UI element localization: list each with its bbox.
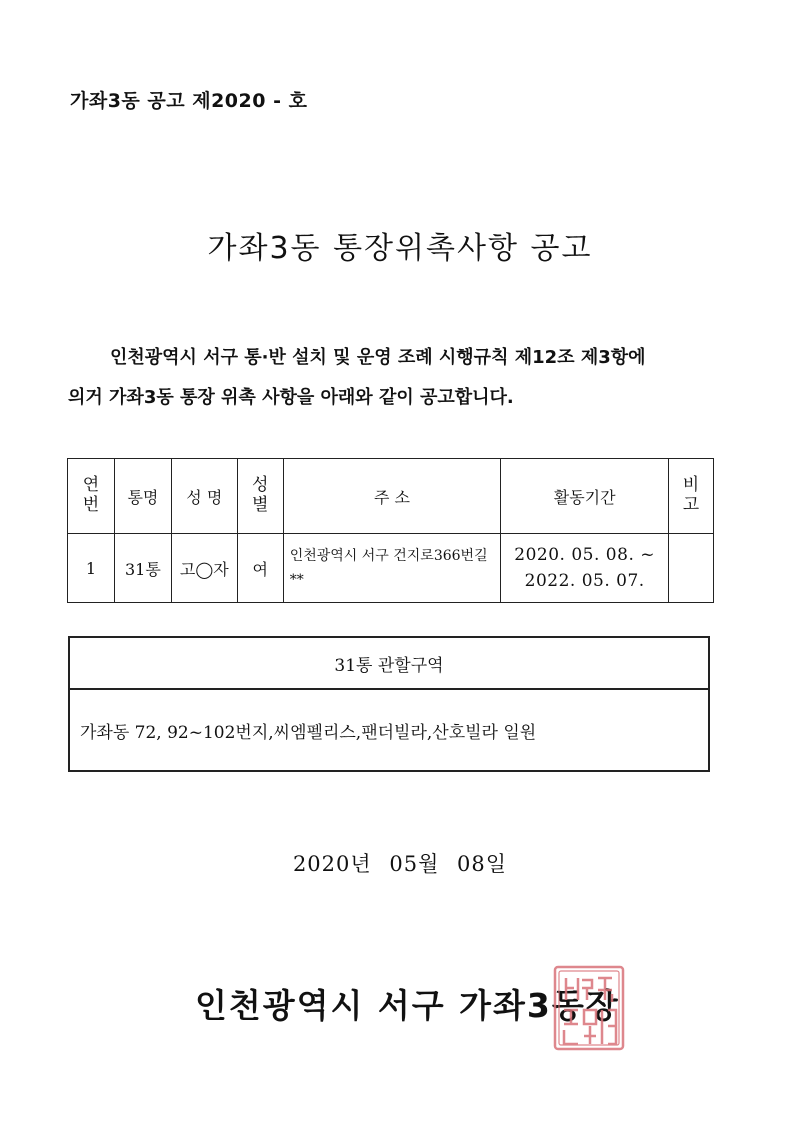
- table-row: [68, 534, 714, 603]
- appointment-table: [67, 458, 714, 603]
- cell-period: [501, 534, 669, 603]
- header-gender: 성별: [237, 459, 283, 534]
- period-start: 2020. 05. 08. ~: [514, 545, 655, 565]
- cell-gender: 여: [237, 534, 283, 603]
- cell-district: 31통: [114, 534, 171, 603]
- cell-remarks: [669, 534, 714, 603]
- header-remarks: 비고: [669, 459, 714, 534]
- intro-line-2: 의거 가좌3동 통장 위촉 사항을 아래와 같이 공고합니다.: [68, 387, 514, 408]
- jurisdiction-header: 31통 관할구역: [69, 637, 709, 689]
- cell-address: 인천광역시 서구 건지로366번길 **: [283, 534, 501, 603]
- table-header-row: [68, 459, 714, 534]
- jurisdiction-table: [68, 636, 710, 772]
- cell-seq: 1: [68, 534, 115, 603]
- jurisdiction-content: 가좌동 72, 92~102번지,씨엠펠리스,팬더빌라,산호빌라 일원: [69, 689, 709, 771]
- period-end: 2022. 05. 07.: [524, 571, 645, 591]
- cell-name: 고◯자: [171, 534, 237, 603]
- header-district: 통명: [114, 459, 171, 534]
- header-address: 주 소: [283, 459, 501, 534]
- intro-line-1: 인천광역시 서구 통·반 설치 및 운영 조례 시행규칙 제12조 제3항에: [110, 347, 646, 368]
- notice-date: 2020년 05월 08일: [292, 852, 508, 876]
- issuer-name: 인천광역시 서구 가좌3동장: [195, 986, 620, 1025]
- header-period: 활동기간: [501, 459, 669, 534]
- official-seal-stamp: [552, 964, 626, 1052]
- intro-paragraph: [68, 338, 728, 418]
- header-seq: 연번: [68, 459, 115, 534]
- document-title: 가좌3동 통장위촉사항 공고: [207, 231, 593, 267]
- header-name: 성 명: [171, 459, 237, 534]
- notice-number: 가좌3동 공고 제2020 - 호: [70, 90, 308, 112]
